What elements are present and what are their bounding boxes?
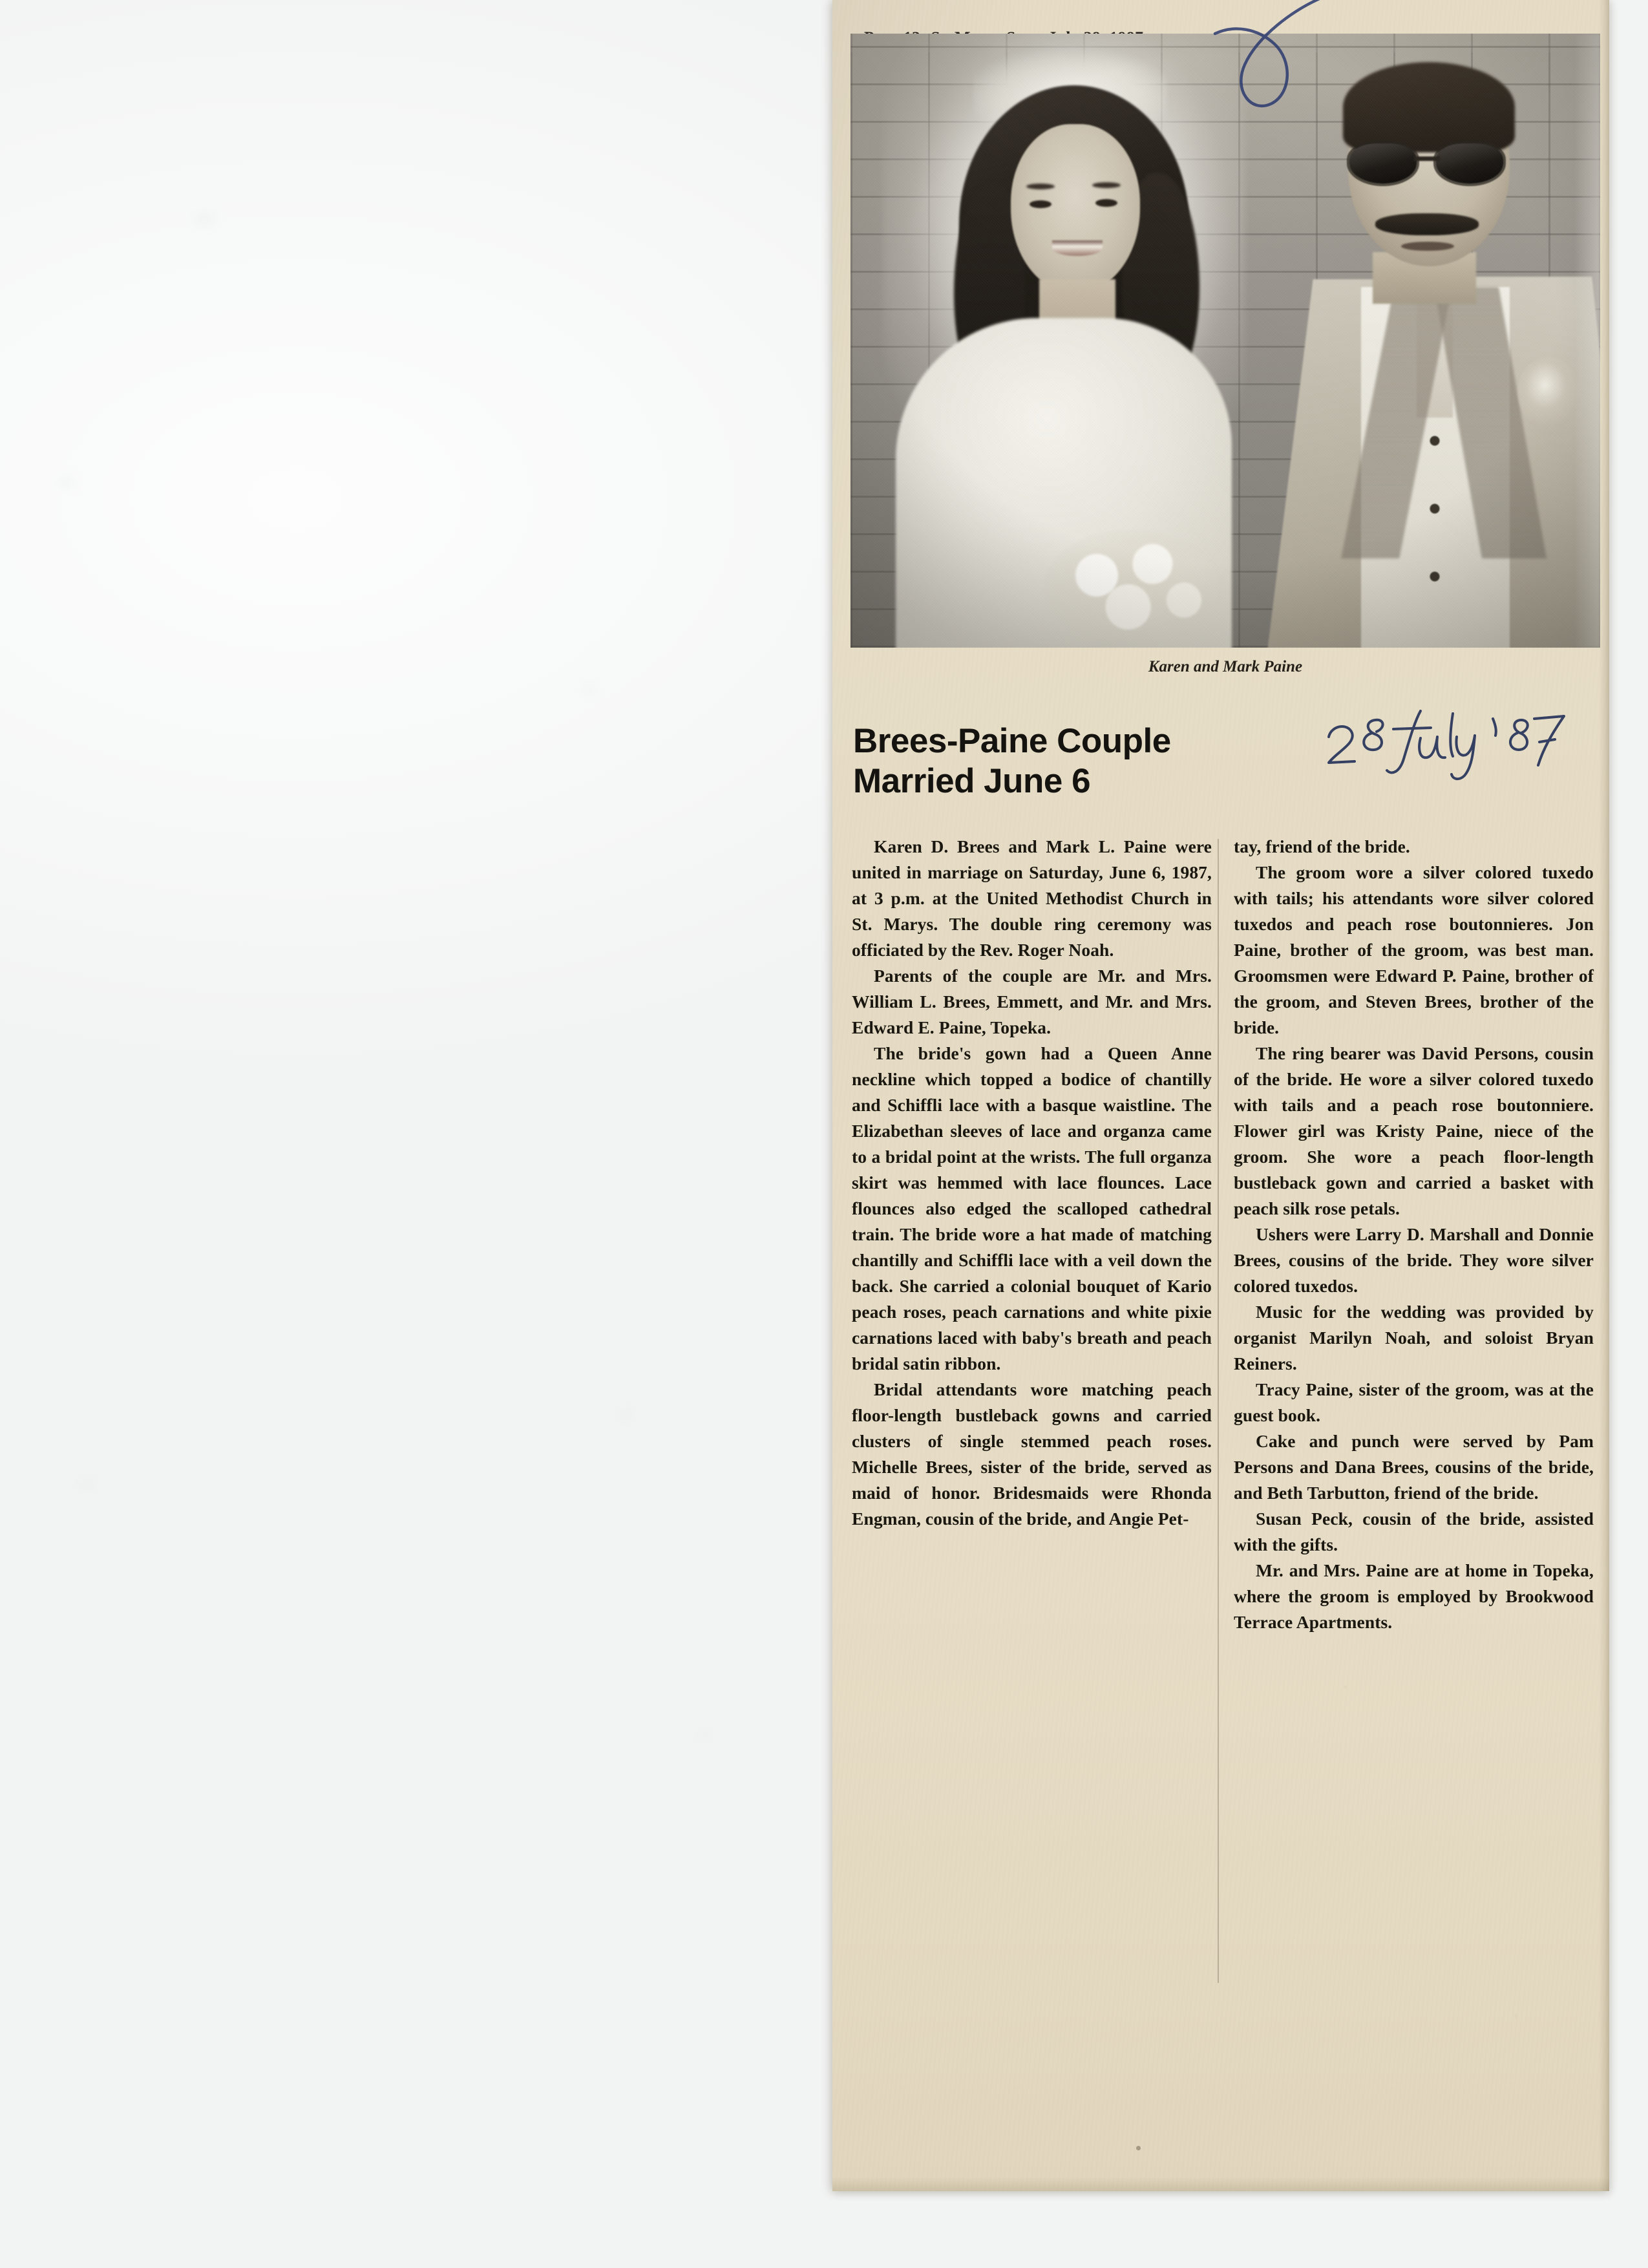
headline-line-1: Brees-Paine Couple xyxy=(853,721,1171,760)
newspaper-clipping xyxy=(832,0,1609,2191)
article-headline xyxy=(853,721,1331,802)
paragraph: Ushers were Larry D. Marshall and Donnie Brees, cousins of the bride. They wore silver colored tuxedos. xyxy=(1234,1224,1594,1296)
paragraph: Music for the wedding was provided by organist Marilyn Noah, and soloist Bryan Reiners. xyxy=(1234,1302,1594,1373)
scan-speck xyxy=(582,685,596,693)
scan-speck xyxy=(620,1409,632,1421)
article-column-left xyxy=(852,834,1212,1635)
photo-vignette xyxy=(850,34,1600,648)
paragraph: Susan Peck, cousin of the bride, assisted with the gifts. xyxy=(1234,1509,1594,1554)
paragraph: Parents of the couple are Mr. and Mrs. William L. Brees, Emmett, and Mr. and Mrs. Edward E. Paine, Topeka. xyxy=(852,966,1212,1037)
torn-edge-bottom xyxy=(832,2177,1609,2191)
paragraph: Karen D. Brees and Mark L. Paine were united in marriage on Saturday, June 6, 1987, at 3 p.m. at the United Methodist Church in St. Marys. The double ring ceremony was officiated by the Rev. Roger Noah. xyxy=(852,836,1212,960)
paper-speck xyxy=(1136,2146,1141,2150)
wedding-photo xyxy=(850,34,1600,648)
article-body xyxy=(852,834,1594,1635)
torn-edge-right xyxy=(1599,0,1609,2191)
photo-caption: Karen and Mark Paine xyxy=(1148,658,1303,675)
paragraph: The bride's gown had a Queen Anne neckline which topped a bodice of chantilly and Schiffli lace with a basque waistline. The Elizabethan sleeves of lace and organza came to a bridal point at the wrists. The full organza skirt was hemmed with lace flounces. Lace flounces also edged the scalloped cathedral train. The bride wore a hat made of matching chantilly and Schiffli lace with a veil down the back. She carried a colonial bouquet of Kario peach roses, peach carnations and white pixie carnations laced with baby's breath and peach bridal satin ribbon. xyxy=(852,1043,1212,1373)
scan-speck xyxy=(58,478,75,487)
paragraph: Mr. and Mrs. Paine are at home in Topeka, where the groom is employed by Brookwood Terrace Apartments. xyxy=(1234,1560,1594,1632)
article-column-right xyxy=(1234,834,1594,1635)
headline-line-2: Married June 6 xyxy=(853,762,1091,801)
paragraph: The ring bearer was David Persons, cousin of the bride. He wore a silver colored tuxedo with tails and a peach rose boutonniere. Flower girl was Kristy Paine, niece of the groom. She wore a peach floor-length bustleback gown and carried a basket with peach silk rose petals. xyxy=(1234,1043,1594,1218)
handwritten-date-annotation xyxy=(1324,699,1582,796)
paragraph: tay, friend of the bride. xyxy=(1234,836,1410,856)
paragraph: Bridal attendants wore matching peach floor-length bustleback gowns and carried clusters of single stemmed peach roses. Michelle Brees, sister of the bride, served as maid of honor. Bridesmaids were Rhonda Engman, cousin of the bride, and Angie Pet- xyxy=(852,1379,1212,1529)
paragraph: Cake and punch were served by Pam Persons and Dana Brees, cousins of the bride, and Beth Tarbutton, friend of the bride. xyxy=(1234,1431,1594,1503)
scan-speck xyxy=(194,213,216,224)
paragraph: The groom wore a silver colored tuxedo with tails; his attendants wore silver colored tuxedos and peach rose boutonnieres. Jon Paine, brother of the groom, was best man. Groomsmen were Edward P. Paine, brother of the groom, and Steven Brees, brother of the bride. xyxy=(1234,862,1594,1037)
paragraph: Tracy Paine, sister of the groom, was at the guest book. xyxy=(1234,1379,1594,1425)
scan-speck xyxy=(78,1480,97,1489)
scan-speck xyxy=(698,1732,711,1740)
